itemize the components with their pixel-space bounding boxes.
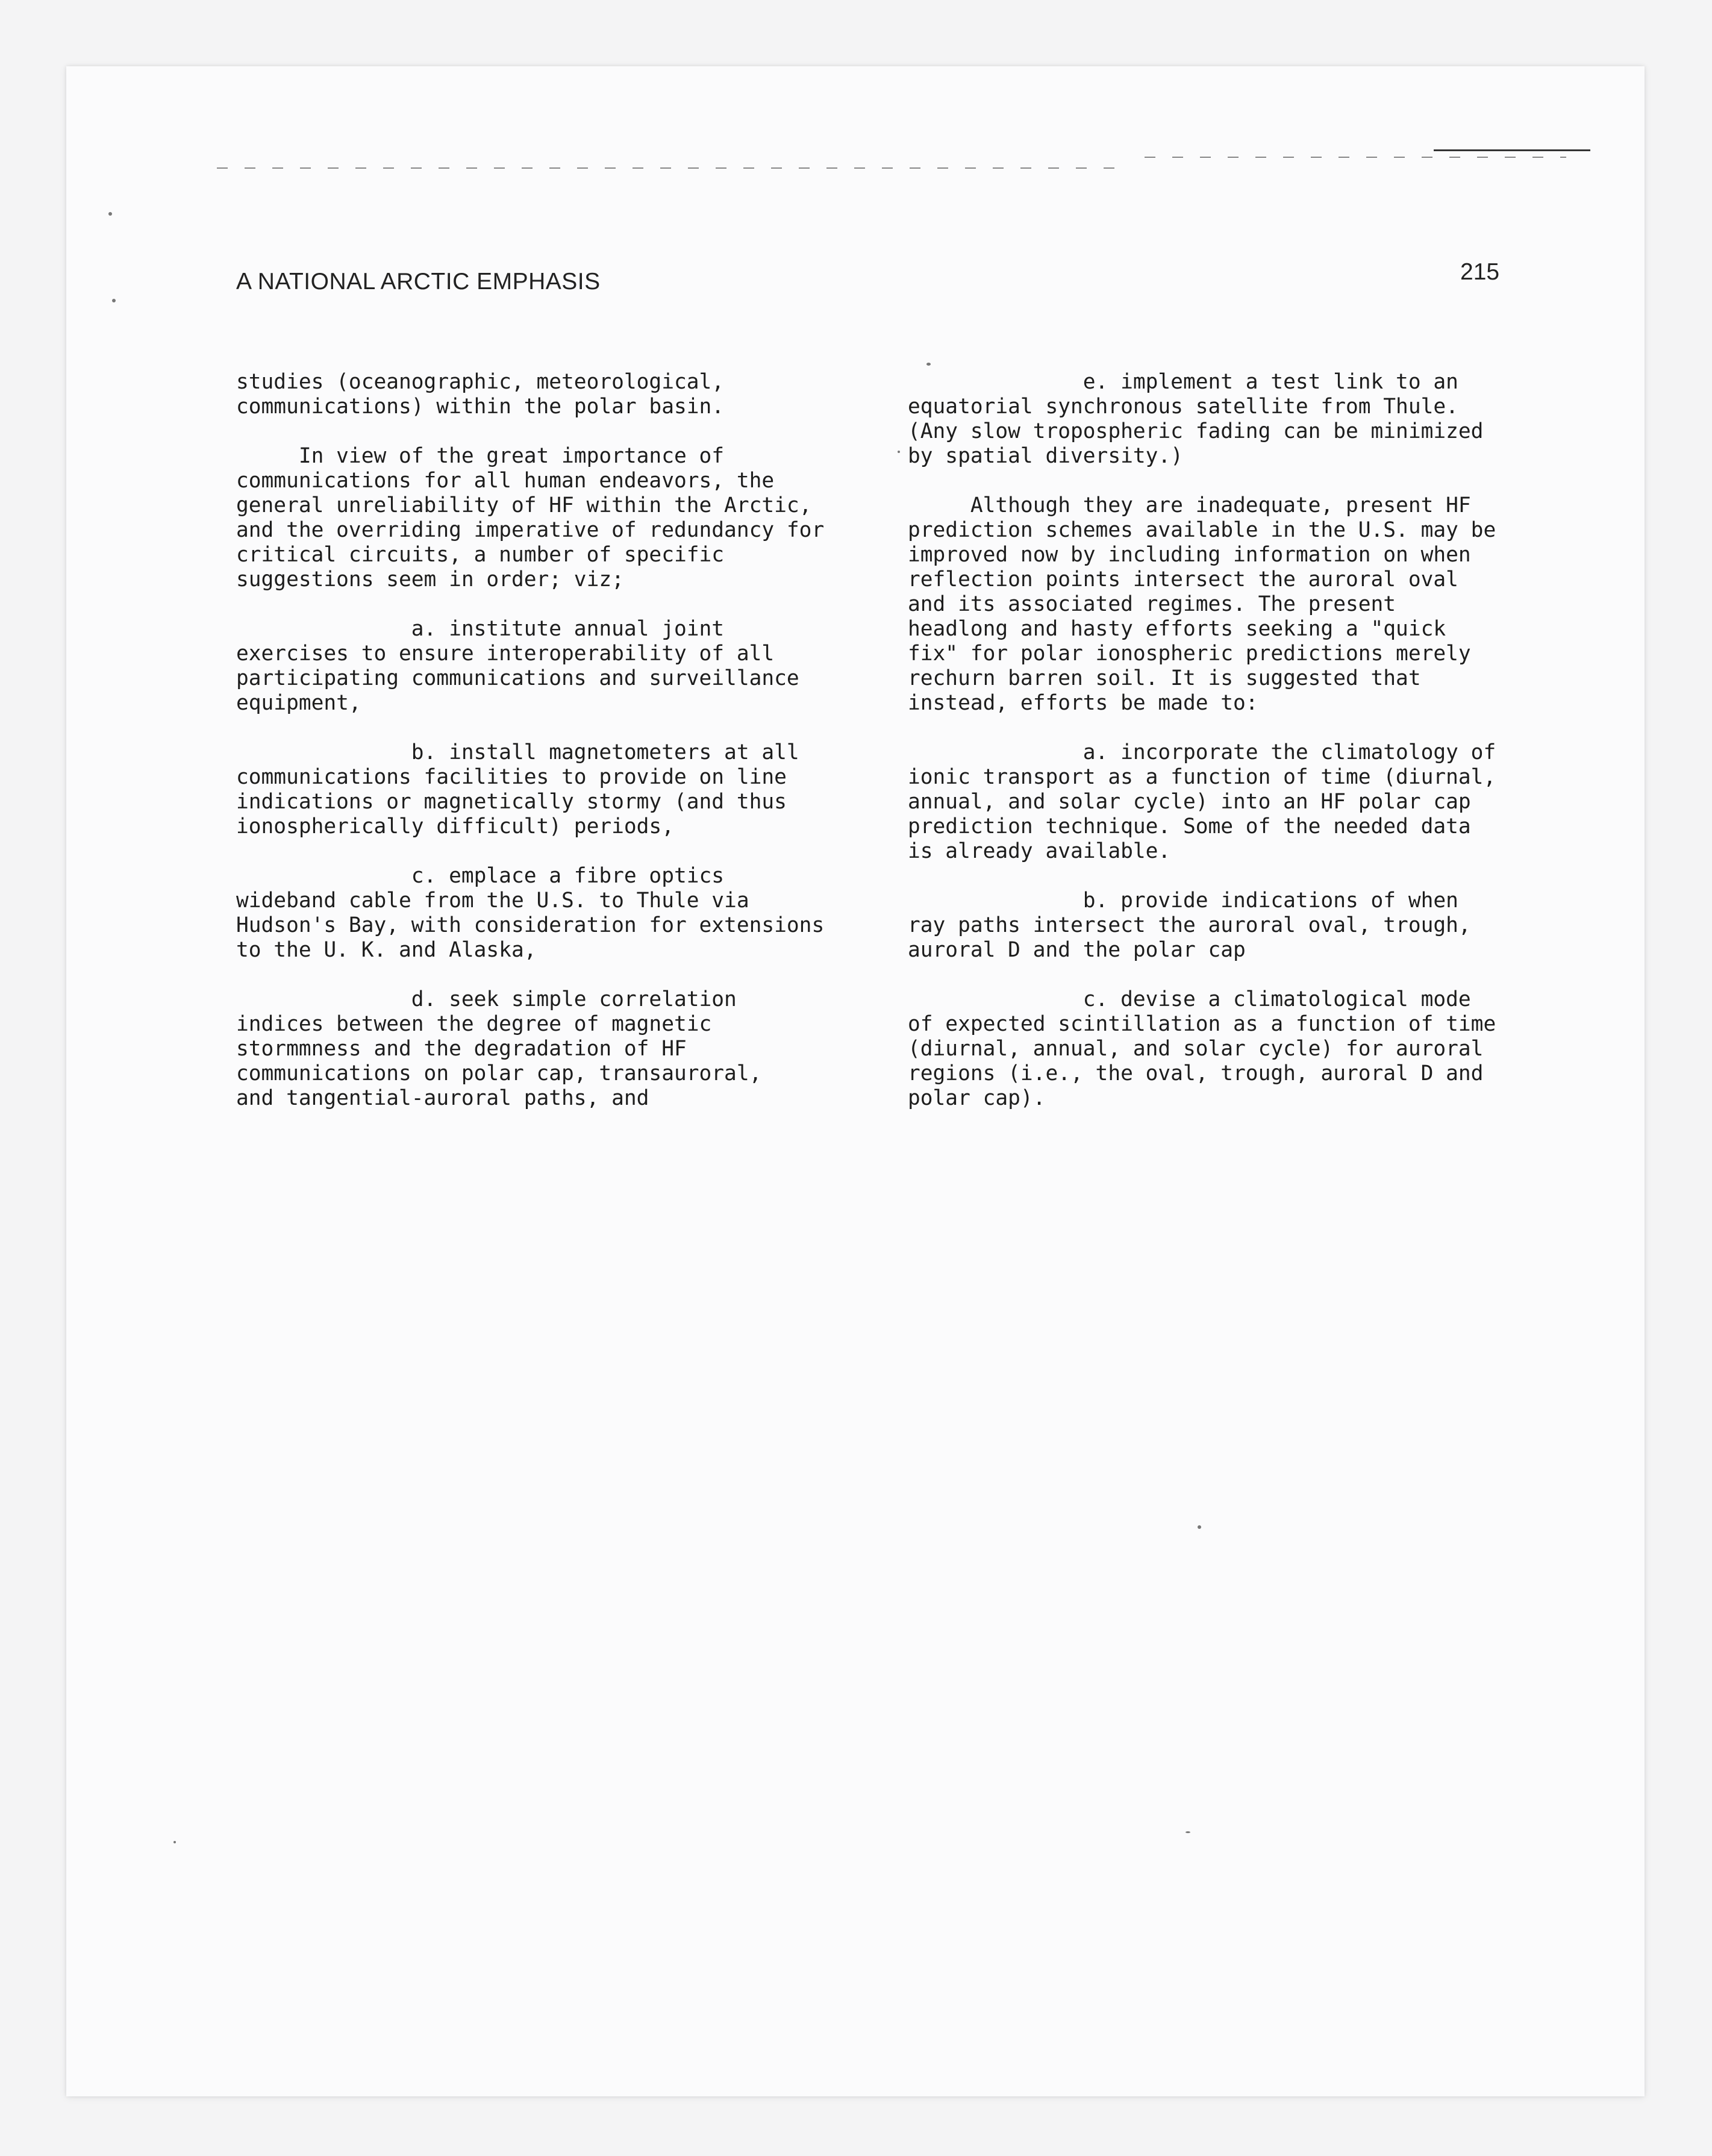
text-line: b. provide indications of when (908, 889, 1458, 913)
photocopy-speck (173, 1841, 176, 1843)
text-line: critical circuits, a number of specific (236, 543, 725, 567)
text-line: and tangential-auroral paths, and (236, 1086, 649, 1110)
text-line: suggestions seem in order; viz; (236, 567, 624, 592)
text-line: ionospherically difficult) periods, (236, 814, 674, 839)
photocopy-speck (112, 299, 116, 302)
photocopy-artifact-rule (1434, 149, 1590, 151)
list-item-a (908, 740, 1496, 864)
photocopy-speck (1186, 1831, 1190, 1833)
list-item-c (236, 864, 824, 963)
text-line: and its associated regimes. The present (908, 592, 1396, 616)
text-line: In view of the great importance of (236, 444, 725, 468)
text-line: studies (oceanographic, meteorological, (236, 370, 725, 394)
text-line: to the U. K. and Alaska, (236, 938, 537, 962)
text-line: communications facilities to provide on line (236, 765, 787, 789)
text-line: polar cap). (908, 1086, 1046, 1110)
photocopy-speck (108, 212, 112, 216)
text-line: Hudson's Bay, with consideration for extensions (236, 913, 825, 937)
text-line: c. emplace a fibre optics (236, 864, 725, 888)
text-line: prediction technique. Some of the needed data (908, 814, 1471, 839)
text-line: indications or magnetically stormy (and thus (236, 790, 787, 814)
list-item-c (908, 987, 1496, 1111)
list-item-d (236, 987, 824, 1111)
text-line: general unreliability of HF within the Arctic, (236, 493, 812, 517)
text-line: ionic transport as a function of time (diurnal, (908, 765, 1496, 789)
text-line: and the overriding imperative of redundancy for (236, 518, 825, 542)
right-column (908, 370, 1496, 1111)
text-line: fix" for polar ionospheric predictions merely (908, 642, 1471, 666)
text-line: of expected scintillation as a function of time (908, 1012, 1496, 1036)
text-line: rechurn barren soil. It is suggested that (908, 666, 1421, 690)
text-line: indices between the degree of magnetic (236, 1012, 712, 1036)
text-line: communications) within the polar basin. (236, 395, 725, 419)
text-line: is already available. (908, 839, 1171, 863)
list-item-b (236, 740, 824, 839)
prediction-paragraph (908, 493, 1496, 716)
text-line: regions (i.e., the oval, trough, auroral D and (908, 1061, 1484, 1086)
list-item-b (908, 889, 1496, 963)
photocopy-speck (1198, 1525, 1201, 1529)
text-line: (Any slow tropospheric fading can be minimized (908, 419, 1484, 443)
text-line: annual, and solar cycle) into an HF polar cap (908, 790, 1471, 814)
text-line: d. seek simple correlation (236, 987, 737, 1011)
text-line: headlong and hasty efforts seeking a "quick (908, 617, 1446, 641)
page-number: 215 (1460, 259, 1500, 285)
photocopy-artifact-line (1145, 157, 1566, 158)
text-line: reflection points intersect the auroral oval (908, 567, 1458, 592)
list-item-a (236, 617, 824, 716)
photocopy-speck (926, 363, 931, 366)
text-line: communications for all human endeavors, the (236, 469, 775, 493)
text-line: a. institute annual joint (236, 617, 725, 641)
continuation-paragraph (236, 370, 824, 419)
text-line: communications on polar cap, transauroral, (236, 1061, 762, 1086)
list-item-e (908, 370, 1496, 469)
photocopy-speck (898, 451, 900, 453)
running-title: A NATIONAL ARCTIC EMPHASIS (236, 269, 601, 295)
text-line: equipment, (236, 691, 361, 715)
text-line: participating communications and surveillance (236, 666, 799, 690)
text-line: instead, efforts be made to: (908, 691, 1258, 715)
text-line: c. devise a climatological mode (908, 987, 1471, 1011)
text-line: prediction schemes available in the U.S. may be (908, 518, 1496, 542)
text-line: Although they are inadequate, present HF (908, 493, 1471, 517)
left-column (236, 370, 824, 1111)
text-line: ray paths intersect the auroral oval, trough, (908, 913, 1471, 937)
text-line: improved now by including information on when (908, 543, 1471, 567)
text-line: equatorial synchronous satellite from Thule. (908, 395, 1458, 419)
intro-paragraph (236, 444, 824, 592)
text-line: (diurnal, annual, and solar cycle) for auroral (908, 1037, 1484, 1061)
photocopy-artifact-line (217, 167, 1120, 169)
text-line: e. implement a test link to an (908, 370, 1458, 394)
text-line: auroral D and the polar cap (908, 938, 1246, 962)
text-line: a. incorporate the climatology of (908, 740, 1496, 764)
text-line: by spatial diversity.) (908, 444, 1183, 468)
text-line: stormmness and the degradation of HF (236, 1037, 687, 1061)
text-line: b. install magnetometers at all (236, 740, 799, 764)
text-line: exercises to ensure interoperability of all (236, 642, 775, 666)
text-line: wideband cable from the U.S. to Thule via (236, 889, 749, 913)
